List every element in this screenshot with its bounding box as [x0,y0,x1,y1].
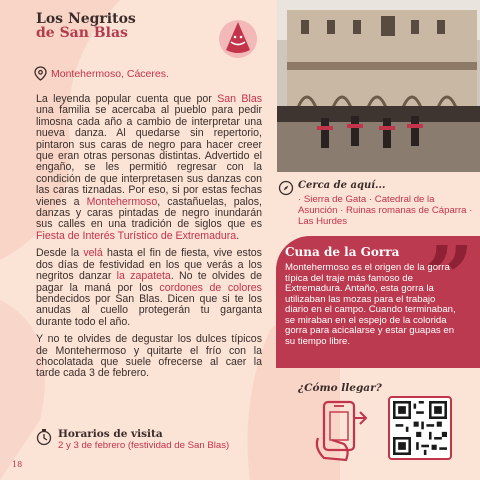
nearby-list: · Sierra de Gata · Catedral de la Asunción · Ruinas romanas de Cáparra · Las Hurdes [298,194,473,227]
quote-mark: ” [424,236,474,329]
text-span: hasta el fin de fiesta, vive estos dos días de festividad en los que verás a los negritos danzar [36,247,262,283]
page-number: 18 [12,460,23,469]
text-span: . No te olvides de pagar la maná por los [36,270,262,294]
horarios-title: Horarios de visita [58,428,163,440]
text-span: , castañuelas, palos, danzas y caras pintadas de negro inundarán sus calles en una tradición de siglos que es [36,195,262,231]
gorra-text: Montehermoso es el origen de la gorra típica del traje más famoso de Extremadura. Antaño, esta gorra la utilizaban las mozas para el trabajo diario en el campo. Cuando terminaban, se miraban en el espejo de la colorida gorra para acicalarse y estar guapas en su tiempo libre. [285,262,456,347]
highlight-vela: velá [83,247,103,260]
paragraph-2 [36,248,262,328]
title-line-2: de San Blas [36,25,128,41]
paragraph-1 [36,94,262,242]
compass-icon [278,180,294,196]
body-text [36,94,262,386]
title-line-1: Los Negritos [36,11,136,27]
text-span: una familia se acercaba al pueblo para pedir limosna cada año a cambio de interpretar una nueva danza. Al quedarse sin repertorio, pintaron sus caras de negro para hacer creer que eran otras personas distintas. Advertido el engaño, se les permitió regresar con la condición de que interpretasen sus danzas con las caras tiznadas. Por eso, si por estas fechas vienes a [36,104,262,208]
highlight-fiesta: Fiesta de Interés Turístico de Extremadura [36,229,237,242]
gorra-title: Cuna de la Gorra [285,245,400,259]
horarios-section [36,428,229,451]
nearby-title: Cerca de aquí... [298,180,386,191]
qr-code[interactable] [388,396,452,460]
text-span: bendecidos por San Blas. Dicen que si te los anudas al cuello protegerán tu garganta durante todo el año. [36,292,262,328]
text-span: La leyenda popular cuenta que por [36,93,218,105]
page-title [36,12,136,40]
como-llegar-title: ¿Cómo llegar? [298,382,382,394]
clock-icon [36,428,52,446]
phone-hand-icon [310,398,380,464]
location-text: Montehermoso, Cáceres. [51,67,169,80]
highlight-cordones: cordones de colores [159,281,262,294]
highlight-montehermoso: Montehermoso [86,195,158,208]
highlight-zapateta: la zapateta [116,270,171,283]
horarios-text: 2 y 3 de febrero (festividad de San Blas) [58,440,230,451]
gorra-panel [276,236,480,368]
text-span: . [236,229,240,242]
gorra-cone-icon [217,18,259,60]
location-row [34,66,169,81]
highlight-san-blas: San Blas [217,93,263,105]
location-pin-icon [34,66,47,81]
festival-photo [277,0,480,172]
paragraph-3: Y no te olvides de degustar los dulces típicos de Montehermoso y quitarte el frío con la chocolatada que suele ofrecerse al caer la tarde cada 3 de febrero. [36,333,262,380]
text-span: Desde la [36,247,84,260]
